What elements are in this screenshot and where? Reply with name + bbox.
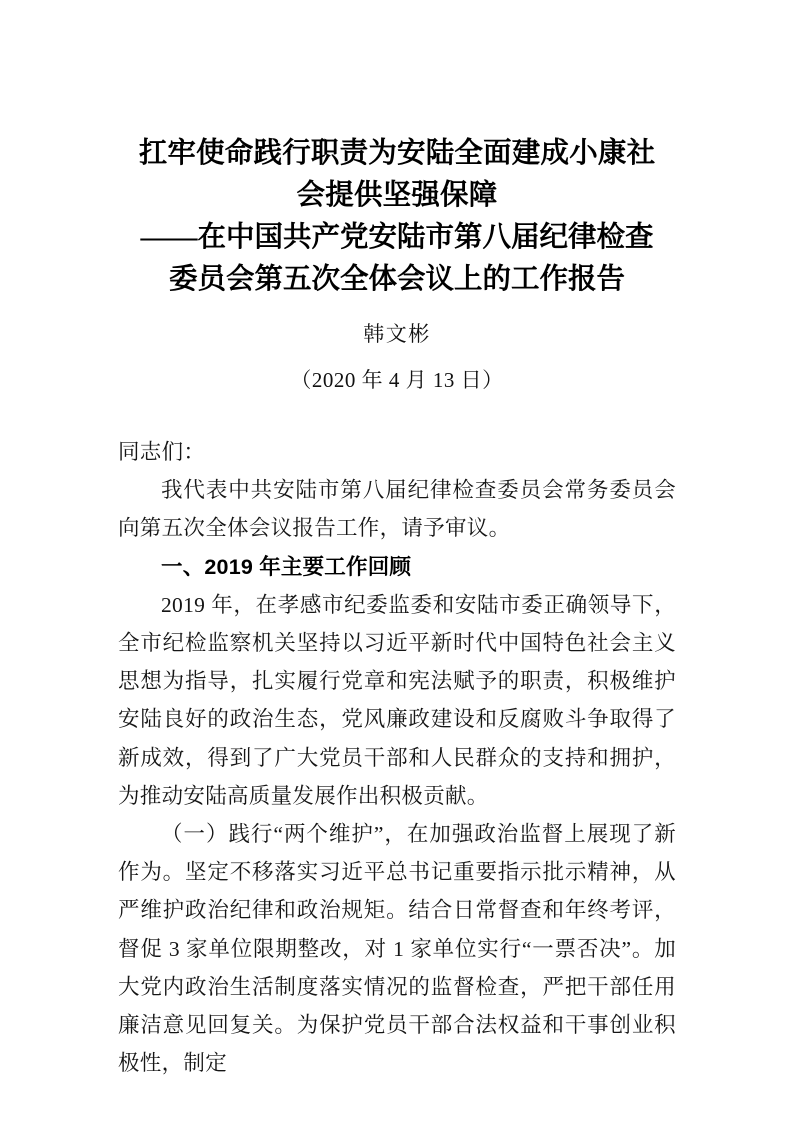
title-line-1: 扛牢使命践行职责为安陆全面建成小康社 bbox=[138, 138, 656, 169]
author-name: 韩文彬 bbox=[363, 322, 431, 346]
salutation: 同志们： bbox=[118, 440, 206, 464]
page-content bbox=[118, 0, 676, 1082]
document-date: （2020 年 4 月 13 日） bbox=[290, 368, 504, 392]
document-body bbox=[118, 433, 676, 1082]
subtitle-line-1: ——在中国共产党安陆市第八届纪律检查 bbox=[140, 222, 654, 253]
section-heading-1: 一、2019 年主要工作回顾 bbox=[161, 554, 412, 579]
paragraph-body-2: （一）践行“两个维护”，在加强政治监督上展现了新作为。坚定不移落实习近平总书记重要指示批示精神，从严维护政治纪律和政治规矩。结合日常督查和年终考评，督促 3 家单位限期整改，对 1 家单位实行“一票否决”。加大党内政治生活制度落实情况的监督检查，严把干部任用廉洁意见回复关。为保护党员干部合法权益和干事创业积极性，制定 bbox=[118, 822, 676, 1076]
subtitle-line-2: 委员会第五次全体会议上的工作报告 bbox=[168, 264, 625, 295]
document-title-block bbox=[118, 0, 676, 301]
paragraph-intro: 我代表中共安陆市第八届纪律检查委员会常务委员会向第五次全体会议报告工作，请予审议。 bbox=[118, 478, 676, 541]
paragraph-body-1: 2019 年，在孝感市纪委监委和安陆市委正确领导下，全市纪检监察机关坚持以习近平新时代中国特色社会主义思想为指导，扎实履行党章和宪法赋予的职责，积极维护安陆良好的政治生态，党风廉政建设和反腐败斗争取得了新成效，得到了广大党员干部和人民群众的支持和拥护，为推动安陆高质量发展作出积极贡献。 bbox=[118, 592, 676, 808]
title-line-2: 会提供坚强保障 bbox=[296, 180, 498, 211]
